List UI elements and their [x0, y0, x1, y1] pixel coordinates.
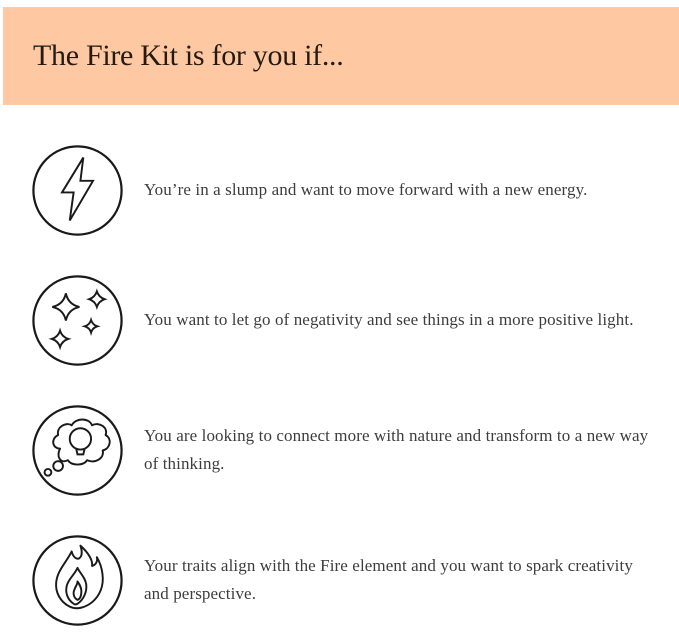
sparkles-icon [31, 274, 124, 367]
benefit-list [0, 125, 679, 634]
page-title: The Fire Kit is for you if... [33, 39, 344, 72]
text-line: You want to let go of negativity and see things in a more positive light. [144, 310, 634, 329]
text-line: and perspective. [144, 584, 257, 603]
text-line: of thinking. [144, 454, 225, 473]
text-line: You are looking to connect more with nature and transform to a new way [144, 426, 649, 445]
list-item-thinking [0, 385, 679, 515]
flame-icon [31, 534, 124, 627]
lightning-bolt-icon [31, 144, 124, 237]
title-banner [3, 7, 679, 105]
text-line: Your traits align with the Fire element and you want to spark creativity [144, 556, 633, 575]
list-item-text [144, 552, 633, 608]
list-item-text [144, 176, 587, 204]
thought-bubble-lightbulb-icon [31, 404, 124, 497]
list-item-text [144, 422, 648, 478]
list-item-positivity [0, 255, 679, 385]
list-item-fire [0, 515, 679, 634]
list-item-energy [0, 125, 679, 255]
text-line: You’re in a slump and want to move forward with a new energy. [144, 180, 588, 199]
list-item-text [144, 306, 634, 334]
